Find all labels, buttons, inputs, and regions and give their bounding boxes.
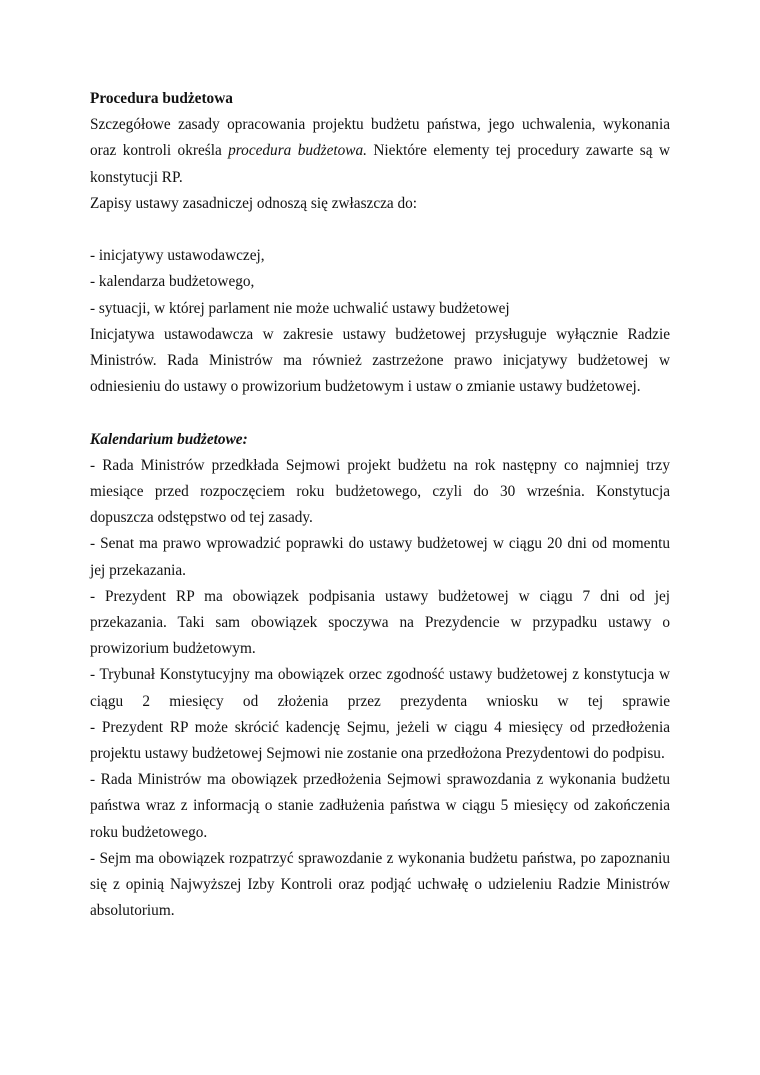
calendar-item: - Rada Ministrów ma obowiązek przedłożenia Sejmowi sprawozdania z wykonania budżetu państwa wraz z informacją o stanie zadłużenia państwa w ciągu 5 miesięcy od zakończenia roku budżetowego.	[90, 771, 670, 841]
calendar-item: - Prezydent RP może skrócić kadencję Sejmu, jeżeli w ciągu 4 miesięcy od przedłożenia projektu ustawy budżetowej Sejmowi nie zostanie ona przedłożona Prezydentowi do podpisu.	[90, 718, 670, 763]
spacer	[90, 400, 670, 426]
intro-text-start: Szczegółowe zasady opracowania projektu budżetu państwa, jego uchwalenia, wykonania oraz kontroli określa	[90, 116, 670, 160]
bullet-item: - sytuacji, w której parlament nie może uchwalić ustawy budżetowej	[90, 299, 510, 317]
calendar-title: Kalendarium budżetowe:	[90, 430, 248, 448]
calendar-item: - Prezydent RP ma obowiązek podpisania ustawy budżetowej w ciągu 7 dni od jej przekazania. Taki sam obowiązek spoczywa na Prezydencie w przypadku ustawy o prowizorium budżetowym.	[90, 587, 670, 658]
intro-second-paragraph: Zapisy ustawy zasadniczej odnoszą się zwłaszcza do:	[90, 194, 418, 212]
intro-text-end: Niektóre elementy tej procedury zawarte są w konstytucji RP.	[90, 142, 670, 186]
intro-emphasis: procedura budżetowa.	[228, 142, 367, 160]
initiative-paragraph: Inicjatywa ustawodawcza w zakresie ustawy budżetowej przysługuje wyłącznie Radzie Ministrów. Rada Ministrów ma również zastrzeżone prawo inicjatywy budżetowej w odniesieniu do ustawy o prowizorium budżetowym i ustaw o zmianie ustawy budżetowej.	[90, 325, 670, 396]
document-title: Procedura budżetowa	[90, 90, 233, 107]
bullet-item: - inicjatywy ustawodawczej,	[90, 247, 265, 265]
calendar-item: - Rada Ministrów przedkłada Sejmowi projekt budżetu na rok następny co najmniej trzy miesiące przed rozpoczęciem roku budżetowego, czyli do 30 września. Konstytucja dopuszcza odstępstwo od tej zasady.	[90, 456, 670, 527]
intro-paragraph	[90, 112, 670, 191]
bullet-item: - kalendarza budżetowego,	[90, 273, 255, 291]
document-page	[90, 86, 670, 924]
calendar-item: - Sejm ma obowiązek rozpatrzyć sprawozdanie z wykonania budżetu państwa, po zapoznaniu się z opinią Najwyższej Izby Kontroli oraz podjąć uchwałę o udzieleniu Radzie Ministrów absolutorium.	[90, 849, 670, 920]
calendar-item: - Senat ma prawo wprowadzić poprawki do ustawy budżetowej w ciągu 20 dni od momentu jej przekazania.	[90, 535, 670, 579]
spacer	[90, 217, 670, 243]
calendar-item: - Trybunał Konstytucyjny ma obowiązek orzec zgodność ustawy budżetowej z konstytucja w ciągu 2 miesięcy od złożenia przez prezydenta wniosku w tej sprawie	[90, 666, 670, 710]
